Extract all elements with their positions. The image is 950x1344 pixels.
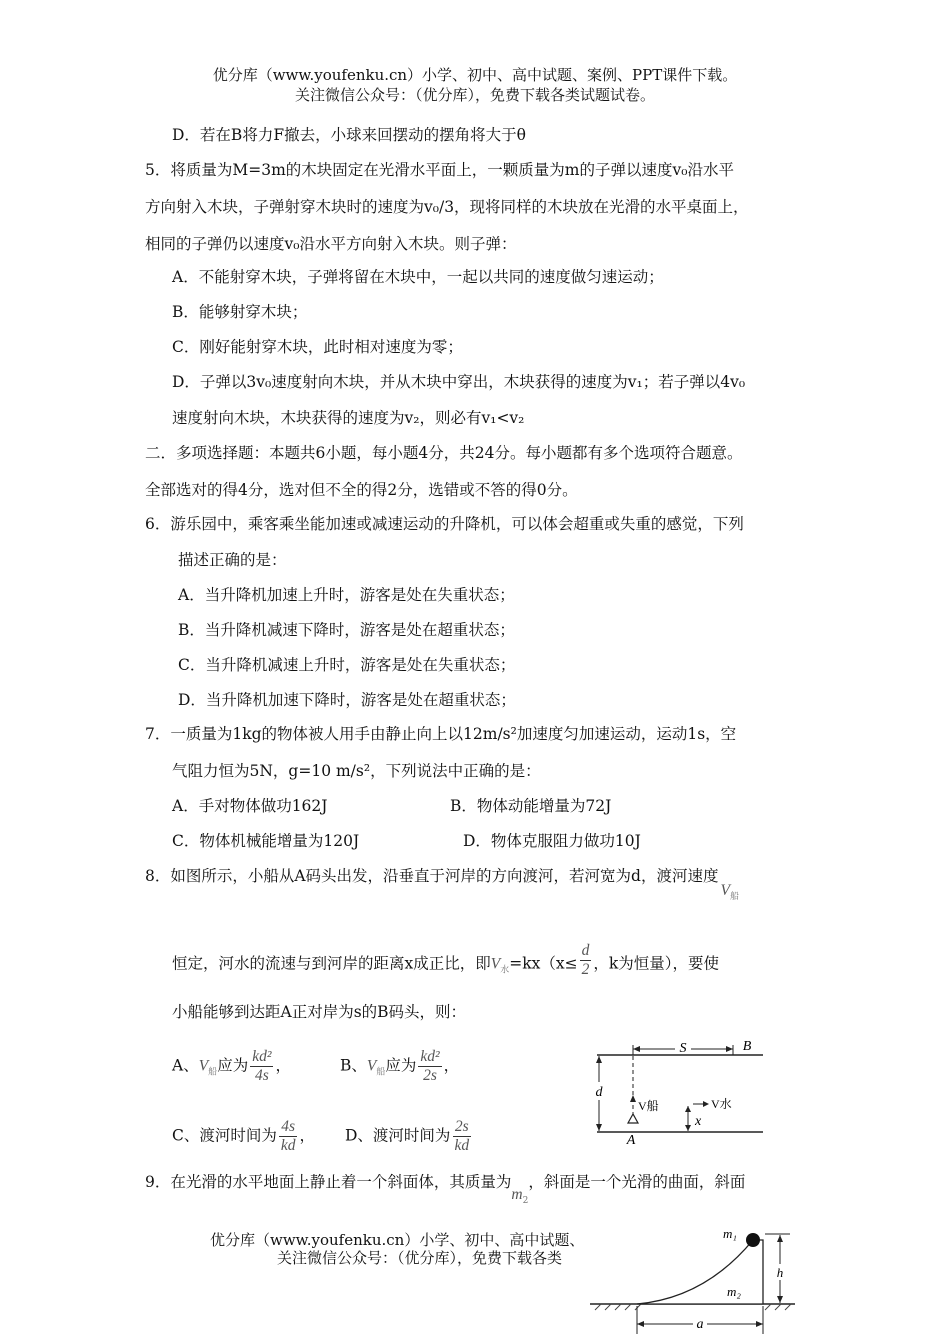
q8-option-b: B、$V_船$应为 $\frac{\text{kd²}}{2s}$ ， [340, 1048, 460, 1084]
q9-stem: 9．在光滑的水平地面上静止着一个斜面体，其质量为$m_2$，斜面是一个光滑的曲面，斜面 [145, 1173, 746, 1206]
fraction-kd2-over-4s: $\frac{\text{kd²}}{4s}$ [252, 1048, 272, 1084]
q6-stem-2: 描述正确的是： [178, 551, 287, 569]
q7-stem-1: 7．一质量为1kg的物体被人用手由静止向上以12m/s²加速度匀加速运动，运动1s，空 [145, 725, 737, 743]
q5-stem-1: 5．将质量为M=3m的木块固定在光滑水平面上，一颗质量为m的子弹以速度v₀沿水平 [145, 161, 734, 179]
d-arrow-down [596, 1124, 602, 1131]
q8-stem-1 [145, 866, 739, 902]
boat-icon [628, 1114, 638, 1123]
q7-stem-2: 气阻力恒为5N，g=10 m/s²，下列说法中正确的是： [172, 762, 541, 780]
fraction-d-over-2: $\frac{d}{2}$ [581, 942, 590, 978]
m2-symbol: $m_2$ [511, 1186, 529, 1206]
q6-option-a: A．当升降机加速上升时，游客是处在失重状态； [178, 586, 515, 604]
q8-stem-1-text: 8．如图所示，小船从A码头出发，沿垂直于河岸的方向渡河，若河宽为d，渡河速度 [145, 867, 719, 885]
q7-option-a: A．手对物体做功162J [172, 797, 328, 815]
label-x: x [695, 1114, 702, 1129]
v-boat-symbol: $V_船$ [720, 882, 739, 902]
header-line-2: 关注微信公众号：（优分库），免费下载各类试题试卷。 [294, 86, 655, 104]
header-line-1: 优分库（www.youfenku.cn）小学、初中、高中试题、案例、PPT课件下载。 [212, 66, 738, 84]
q5-option-a: A．不能射穿木块，子弹将留在木块中，一起以共同的速度做匀速运动； [172, 268, 664, 286]
q7-option-d: D．物体克服阻力做功10J [463, 832, 641, 850]
q5-option-b: B．能够射穿木块； [172, 303, 308, 321]
fraction-2s-over-kd: $\frac{2s}{kd}$ [454, 1118, 470, 1154]
label-a: A [626, 1133, 636, 1148]
label-v-water: V水 [711, 1097, 732, 1111]
q5-stem-2: 方向射入木块，子弹射穿木块时的速度为v₀/3，现将同样的木块放在光滑的水平桌面上， [145, 198, 749, 216]
footer-line-2: 关注微信公众号：（优分库），免费下载各类 [277, 1249, 563, 1267]
section2-line-2: 全部选对的得4分，选对但不全的得2分，选错或不答的得0分。 [145, 481, 578, 499]
q5-option-c: C．刚好能射穿木块，此时相对速度为零； [172, 338, 463, 356]
d-arrow-up [596, 1056, 602, 1063]
label-h: h [776, 1265, 784, 1280]
q8-option-d: D、渡河时间为 $\frac{2s}{kd}$ [345, 1118, 470, 1154]
river-crossing-figure [585, 1030, 770, 1155]
curved-incline-figure [585, 1222, 800, 1344]
q6-option-b: B．当升降机减速下降时，游客是处在超重状态； [178, 621, 515, 639]
fraction-4s-over-kd: $\frac{4s}{kd}$ [280, 1118, 296, 1154]
q5-stem-3: 相同的子弹仍以速度v₀沿水平方向射入木块。则子弹： [145, 235, 517, 253]
q5-option-d-2: 速度射向木块，木块获得的速度为v₂，则必有v₁<v₂ [172, 409, 525, 427]
label-a-width: a [696, 1317, 704, 1332]
q6-option-d: D．当升降机加速下降时，游客是处在超重状态； [178, 691, 516, 709]
label-m2: m₂ [727, 1284, 741, 1299]
q6-option-c: C．当升降机减速上升时，游客是处在失重状态； [178, 656, 516, 674]
q8-stem-2: 恒定，河水的流速与到河岸的距离x成正比，即$V_水=kx(x\le$ $\frac{d}{2}$ ，k为恒量），要使 [172, 942, 719, 978]
label-d: d [595, 1085, 603, 1100]
q8-option-c: C、渡河时间为 $\frac{4s}{kd}$ ， [172, 1118, 316, 1154]
q7-option-c: C．物体机械能增量为120J [172, 832, 360, 850]
q8-stem-3: 小船能够到达距A正对岸为s的B码头，则： [172, 1003, 467, 1021]
footer-line-1: 优分库（www.youfenku.cn）小学、初中、高中试题、 [210, 1231, 585, 1249]
q7-option-b: B．物体动能增量为72J [450, 797, 612, 815]
q8-option-a: A、$V_船$应为 $\frac{\text{kd²}}{4s}$ ， [172, 1048, 291, 1084]
fraction-kd2-over-2s: $\frac{\text{kd²}}{2s}$ [420, 1048, 440, 1084]
label-b: B [742, 1039, 752, 1054]
ball-m1 [746, 1233, 760, 1247]
q6-stem-1: 6．游乐园中，乘客乘坐能加速或减速运动的升降机，可以体会超重或失重的感觉，下列 [145, 515, 744, 533]
label-v-boat: V船 [638, 1099, 659, 1113]
section2-line-1: 二．多项选择题：本题共6小题，每小题4分，共24分。每小题都有多个选项符合题意。 [145, 444, 743, 462]
q5-option-d-1: D．子弹以3v₀速度射向木块，并从木块中穿出，木块获得的速度为v₁；若子弹以4v₀ [172, 373, 746, 391]
q4-option-d: D．若在B将力F撤去，小球来回摆动的摆角将大于θ [172, 126, 526, 144]
label-s: S [679, 1041, 687, 1056]
label-m1: m₁ [723, 1226, 737, 1241]
